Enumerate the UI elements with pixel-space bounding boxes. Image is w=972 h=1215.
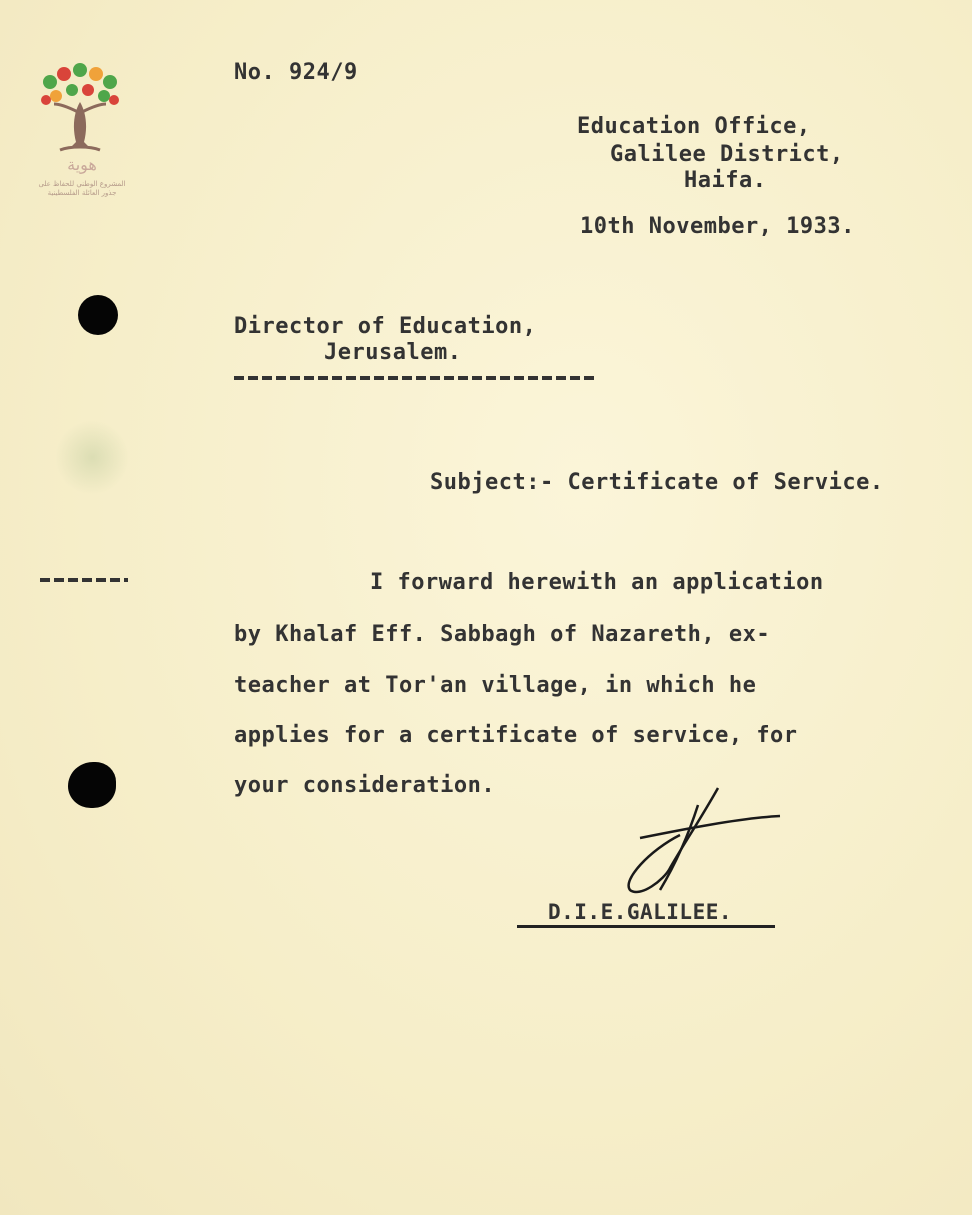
- sender-line-3: Haifa.: [684, 168, 767, 193]
- sender-line-1: Education Office,: [577, 114, 811, 139]
- recipient-line-1: Director of Education,: [234, 314, 537, 339]
- body-line-5: your consideration.: [234, 773, 496, 798]
- logo-wordmark: هوية: [67, 155, 97, 174]
- body-line-2: by Khalaf Eff. Sabbagh of Nazareth, ex-: [234, 622, 771, 647]
- reference-number: No. 924/9: [234, 60, 358, 85]
- sender-line-2: Galilee District,: [610, 142, 844, 167]
- punch-hole-top: [78, 295, 118, 335]
- subject-line: Subject:- Certificate of Service.: [430, 470, 884, 495]
- signature-block: D.I.E.GALILEE.: [548, 900, 733, 924]
- body-line-3: teacher at Tor'an village, in which he: [234, 673, 757, 698]
- recipient-line-2: Jerusalem.: [324, 340, 462, 365]
- body-line-1: I forward herewith an application: [370, 570, 824, 595]
- letter-date: 10th November, 1933.: [580, 214, 855, 239]
- margin-dash-mark: [40, 578, 128, 582]
- body-line-4: applies for a certificate of service, for: [234, 723, 798, 748]
- handwritten-signature-icon: [600, 780, 790, 900]
- logo-caption-line2: جذور العائلة الفلسطينية: [47, 189, 117, 197]
- punch-hole-bottom: [68, 762, 116, 808]
- signature-underline: [517, 925, 775, 928]
- recipient-underline: [234, 376, 594, 380]
- paper-smudge: [55, 420, 130, 495]
- logo-caption: [22, 155, 142, 198]
- logo-caption-line1: المشروع الوطني للحفاظ على: [38, 180, 126, 188]
